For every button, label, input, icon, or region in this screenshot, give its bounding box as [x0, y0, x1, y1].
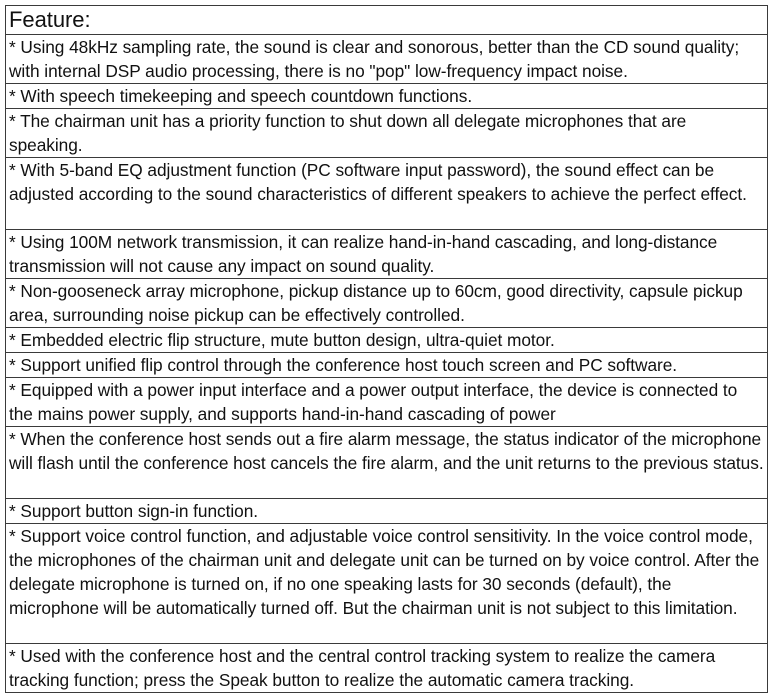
- feature-text: * The chairman unit has a priority function to shut down all delegate microphones that are speaking.: [6, 109, 768, 158]
- feature-text: * Equipped with a power input interface and a power output interface, the device is connected to the mains power supply, and supports hand-in-hand cascading of power: [6, 378, 768, 427]
- feature-text: * Support voice control function, and adjustable voice control sensitivity. In the voice control mode, the microphones of the chairman unit and delegate unit can be turned on by voice control. After the delegate microphone is turned on, if no one speaking lasts for 30 seconds (default), the microphone will be automatically turned off. But the chairman unit is not subject to this limitation.: [6, 524, 768, 644]
- feature-row: [6, 328, 768, 353]
- feature-text: * Non-gooseneck array microphone, pickup distance up to 60cm, good directivity, capsule pickup area, surrounding noise pickup can be effectively controlled.: [6, 279, 768, 328]
- feature-text: * Support unified flip control through the conference host touch screen and PC software.: [6, 353, 768, 378]
- feature-row: [6, 158, 768, 230]
- feature-table: [5, 5, 768, 693]
- feature-text: * With speech timekeeping and speech countdown functions.: [6, 84, 768, 109]
- title-row: [6, 6, 768, 35]
- feature-row: [6, 499, 768, 524]
- feature-text: * Using 48kHz sampling rate, the sound is clear and sonorous, better than the CD sound quality; with internal DSP audio processing, there is no "pop" low-frequency impact noise.: [6, 35, 768, 84]
- feature-row: [6, 230, 768, 279]
- feature-text: * When the conference host sends out a fire alarm message, the status indicator of the microphone will flash until the conference host cancels the fire alarm, and the unit returns to the previous status.: [6, 427, 768, 499]
- feature-text: * With 5-band EQ adjustment function (PC software input password), the sound effect can be adjusted according to the sound characteristics of different speakers to achieve the perfect effect.: [6, 158, 768, 230]
- feature-row: [6, 109, 768, 158]
- feature-row: [6, 644, 768, 693]
- feature-row: [6, 378, 768, 427]
- feature-text: * Using 100M network transmission, it can realize hand-in-hand cascading, and long-distance transmission will not cause any impact on sound quality.: [6, 230, 768, 279]
- feature-text: * Support button sign-in function.: [6, 499, 768, 524]
- feature-row: [6, 524, 768, 644]
- feature-row: [6, 353, 768, 378]
- feature-text: * Embedded electric flip structure, mute button design, ultra-quiet motor.: [6, 328, 768, 353]
- feature-row: [6, 427, 768, 499]
- feature-row: [6, 35, 768, 84]
- feature-row: [6, 84, 768, 109]
- feature-text: * Used with the conference host and the central control tracking system to realize the camera tracking function; press the Speak button to realize the automatic camera tracking.: [6, 644, 768, 693]
- feature-title: Feature:: [6, 6, 768, 35]
- feature-row: [6, 279, 768, 328]
